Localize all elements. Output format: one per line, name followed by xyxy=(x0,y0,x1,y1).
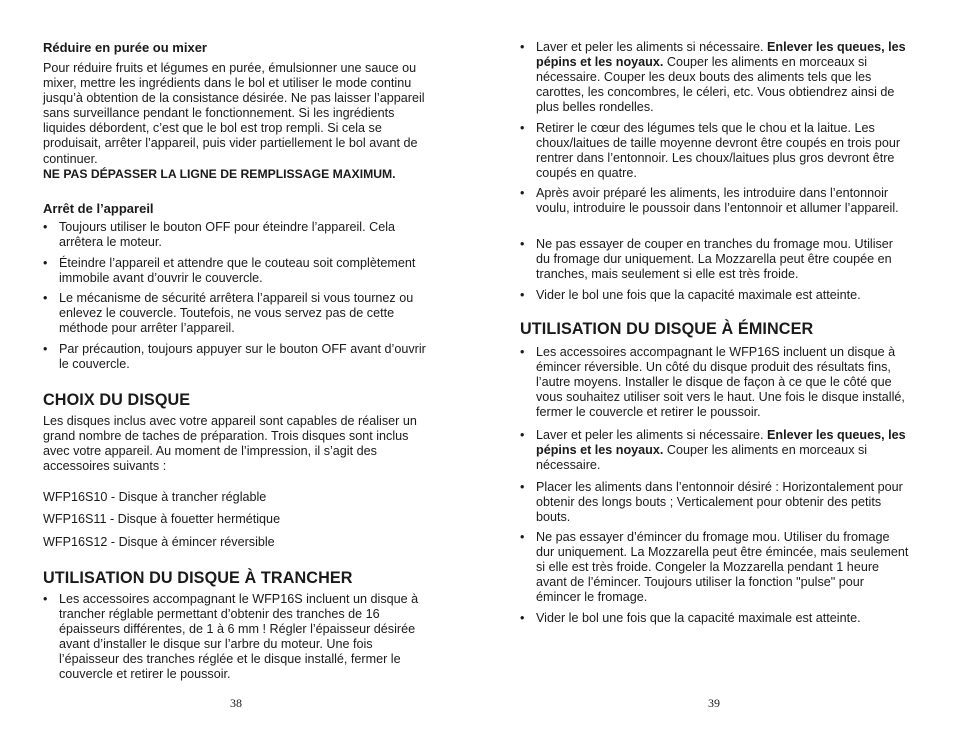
disc-item: WFP16S10 - Disque à trancher réglable xyxy=(43,490,267,504)
list-item: • Par précaution, toujours appuyer sur le bouton OFF avant d’ouvrir le couvercle. xyxy=(43,342,426,372)
bullet-icon: • xyxy=(520,186,525,200)
list-item: • Laver et peler les aliments si nécessaire. Enlever les queues, les pépins et les noyaux. Couper les aliments en morceaux si nécessaire. xyxy=(520,428,906,473)
warning-max-fill: NE PAS DÉPASSER LA LIGNE DE REMPLISSAGE MAXIMUM. xyxy=(43,167,396,181)
bullet-icon: • xyxy=(43,220,48,234)
section-title-trancher: UTILISATION DU DISQUE À TRANCHER xyxy=(43,569,353,587)
section-title-choix-disque: CHOIX DU DISQUE xyxy=(43,391,191,409)
section-title-puree: Réduire en purée ou mixer xyxy=(43,40,207,55)
bullet-icon: • xyxy=(520,530,525,544)
bullet-icon: • xyxy=(520,121,525,135)
list-item: • Les accessoires accompagnant le WFP16S incluent un disque à trancher réglable permettant d’obtenir des tranches de 16 épaisseurs différentes, de 1 à 6 mm ! Régler l’épaisseur désirée avant d’installer le disque sur l’arbre du moteur. Une fois l’épaisseur des tranches réglée et le disque installé, fermer le couvercle et retirer le poussoir. xyxy=(43,592,419,682)
list-item: • Éteindre l’appareil et attendre que le couteau soit complètement immobile avant d’ouvrir le couvercle. xyxy=(43,256,416,286)
list-item: • Le mécanisme de sécurité arrêtera l’appareil si vous tournez ou enlevez le couvercle. Toutefois, ne vous servez pas de cette méthode pour arrêter l’appareil. xyxy=(43,291,414,336)
list-item: • Vider le bol une fois que la capacité maximale est atteinte. xyxy=(520,288,861,302)
list-item: • Vider le bol une fois que la capacité maximale est atteinte. xyxy=(520,611,861,625)
list-item: • Après avoir préparé les aliments, les introduire dans l’entonnoir voulu, introduire le poussoir dans l’entonnoir et allumer l’appareil. xyxy=(520,186,899,216)
list-item: • Ne pas essayer d’émincer du fromage mou. Utiliser du fromage dur uniquement. La Mozzarella peut être émincée, mais seulement si elle est très froide. Congeler la Mozzarella pendant 1 heure avant de l’émincer. Toujours utiliser la fonction "pulse" pour émincer le fromage. xyxy=(520,530,909,605)
section-body-choix-disque: Les disques inclus avec votre appareil sont capables de réaliser un grand nombre de taches de préparation. Trois disques sont inclus avec votre appareil. Au moment de l’impression, il s’agit des accessoires suivants : xyxy=(43,414,417,474)
section-body-puree: Pour réduire fruits et légumes en purée, émulsionner une sauce ou mixer, mettre les ingrédients dans le bol et utiliser le mode continu jusqu’à obtention de la consistance désirée. Ne pas laisser l’appareil sans surveillance pendant le fonctionnement. Si les ingrédients liquides débordent, c’est que le bol est trop rempli. Si cela se produisait, arrêter l’appareil, puis vider partiellement le bol avant de continuer. xyxy=(43,61,425,166)
list-item: • Toujours utiliser le bouton OFF pour éteindre l’appareil. Cela arrêtera le moteur. xyxy=(43,220,396,250)
section-title-arret: Arrêt de l’appareil xyxy=(43,201,154,216)
bullet-icon: • xyxy=(520,428,525,442)
bullet-icon: • xyxy=(520,611,525,625)
disc-item: WFP16S12 - Disque à émincer réversible xyxy=(43,535,275,549)
bullet-icon: • xyxy=(43,342,48,356)
bullet-icon: • xyxy=(520,288,525,302)
bullet-icon: • xyxy=(43,256,48,270)
bullet-icon: • xyxy=(43,592,48,606)
list-item: • Ne pas essayer de couper en tranches du fromage mou. Utiliser du fromage dur uniquement. La Mozzarella peut être coupée en tranches, mais seulement si elle est très froide. xyxy=(520,237,894,282)
bullet-icon: • xyxy=(520,345,525,359)
bullet-icon: • xyxy=(520,237,525,251)
page-number-right: 39 xyxy=(708,696,720,710)
disc-item: WFP16S11 - Disque à fouetter hermétique xyxy=(43,512,281,526)
list-item: • Retirer le cœur des légumes tels que le chou et la laitue. Les choux/laitues de taille moyenne devront être coupés en trois pour rentrer dans l’entonnoir. Les choux/laitues plus gros devront être coupés en quatre. xyxy=(520,121,901,181)
list-item: • Les accessoires accompagnant le WFP16S incluent un disque à émincer réversible. Un côté du disque produit des résultats fins, l’autre moyens. Installer le disque de façon à ce que le côté que vous souhaitez utiliser soit vers le haut. Une fois le disque installé, fermer le couvercle et retirer le poussoir. xyxy=(520,345,905,420)
bullet-icon: • xyxy=(520,480,525,494)
list-item: • Placer les aliments dans l’entonnoir désiré : Horizontalement pour obtenir des longs bouts ; Verticalement pour obtenir des petits bouts. xyxy=(520,480,903,525)
list-item: • Laver et peler les aliments si nécessaire. Enlever les queues, les pépins et les noyaux. Couper les aliments en morceaux si nécessaire. Couper les deux bouts des aliments tels que les carottes, les concombres, le céleri, etc. Vous obtiendrez ainsi de plus belles rondelles. xyxy=(520,40,906,115)
bullet-icon: • xyxy=(43,291,48,305)
section-title-emincer: UTILISATION DU DISQUE À ÉMINCER xyxy=(520,320,814,338)
page-number-left: 38 xyxy=(230,696,242,710)
bullet-icon: • xyxy=(520,40,525,54)
